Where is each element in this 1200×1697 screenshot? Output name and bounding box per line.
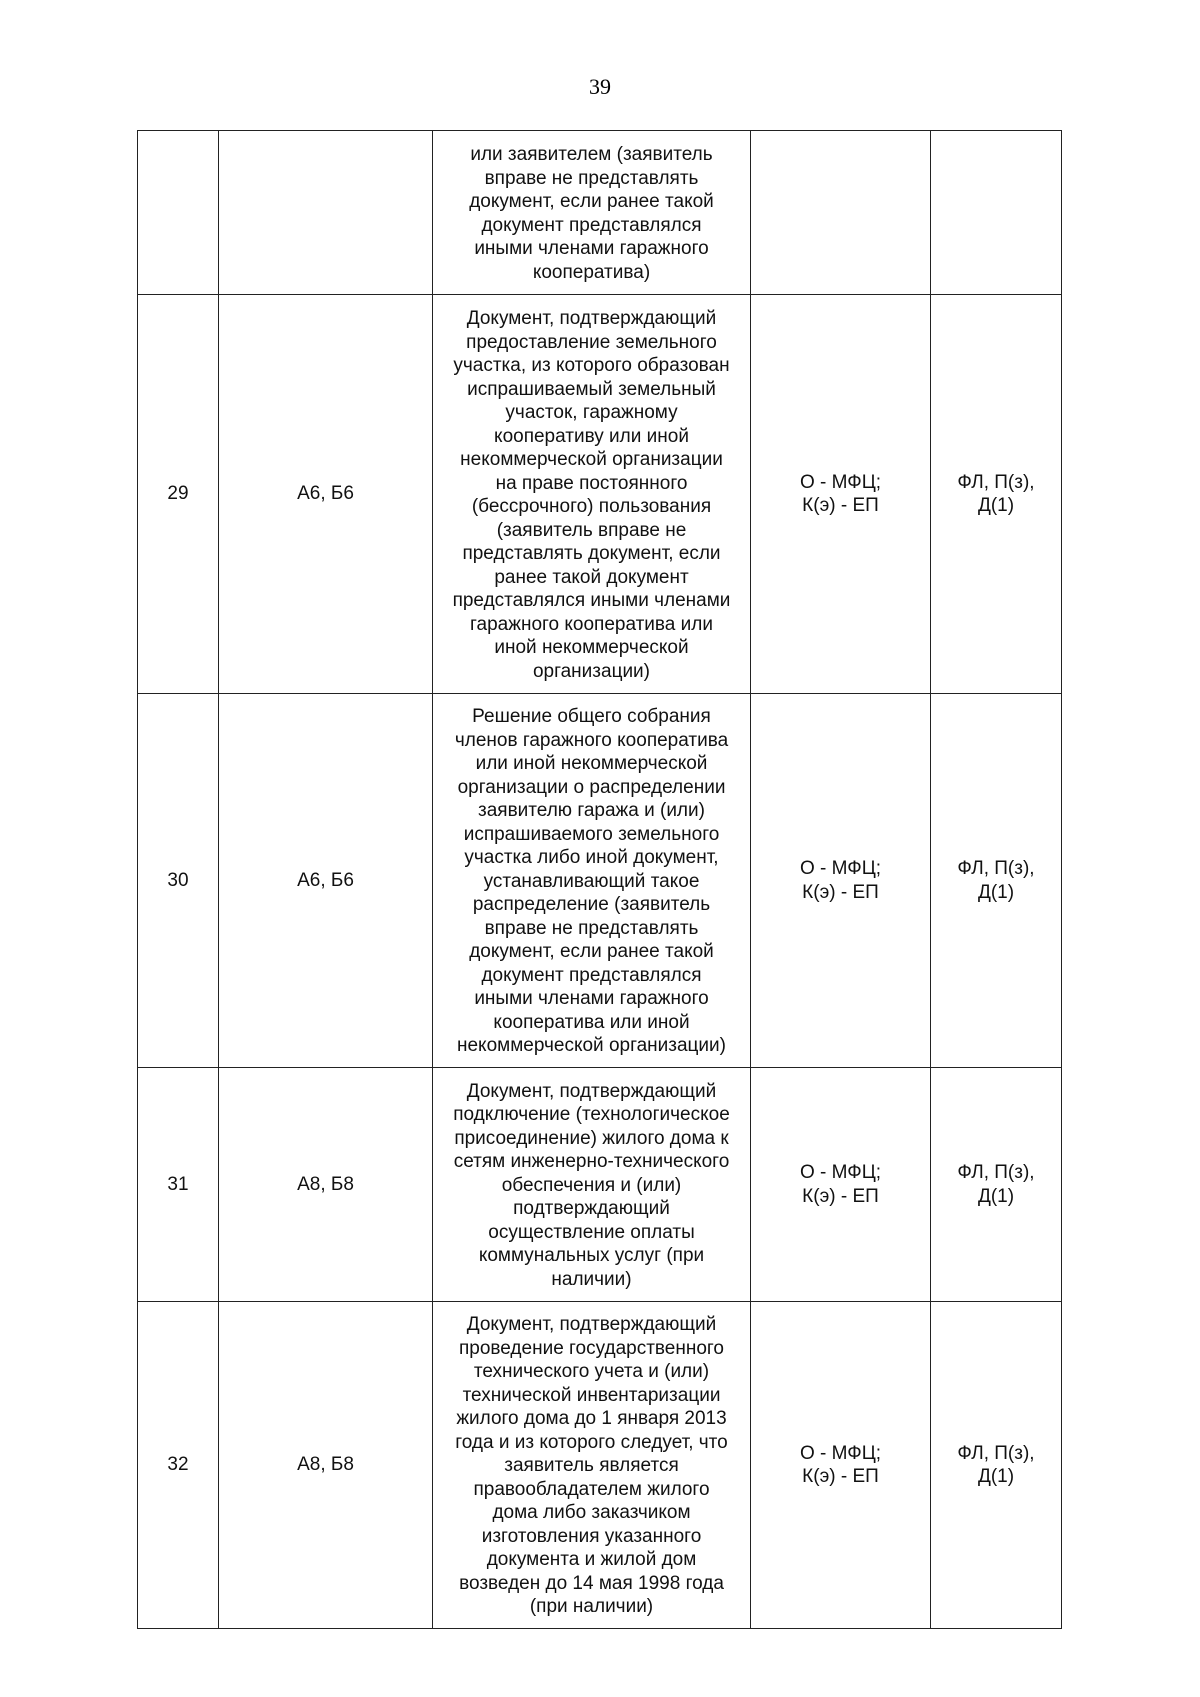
submission-method-cell: О - МФЦ; К(э) - ЕП [751, 1302, 931, 1629]
row-number-cell: 31 [138, 1068, 219, 1302]
document-description-cell: Документ, подтверждающий предоставление земельного участка, из которого образован испрашиваемый земельный участок, гаражному кооперативу или иной некоммерческой организации на праве постоянного (бессрочного) пользования (заявитель вправе не представлять документ, если ранее такой документ представлялся иными членами гаражного кооператива или иной некоммерческой организации) [433, 295, 751, 694]
document-description-cell: Документ, подтверждающий проведение государственного технического учета и (или) технической инвентаризации жилого дома до 1 января 2013 года и из которого следует, что заявитель является правообладателем жилого дома либо заказчиком изготовления указанного документа и жилой дом возведен до 14 мая 1998 года (при наличии) [433, 1302, 751, 1629]
table-row [138, 694, 1062, 1068]
applicant-category-cell: ФЛ, П(з), Д(1) [931, 694, 1062, 1068]
row-number-cell: 32 [138, 1302, 219, 1629]
submission-method-cell: О - МФЦ; К(э) - ЕП [751, 694, 931, 1068]
table-row [138, 131, 1062, 295]
document-description-cell: Документ, подтверждающий подключение (технологическое присоединение) жилого дома к сетям инженерно-технического обеспечения и (или) подтверждающий осуществление оплаты коммунальных услуг (при наличии) [433, 1068, 751, 1302]
applicant-category-cell [931, 131, 1062, 295]
submission-method-cell [751, 131, 931, 295]
submission-method-cell: О - МФЦ; К(э) - ЕП [751, 1068, 931, 1302]
document-description-cell: или заявителем (заявитель вправе не представлять документ, если ранее такой документ представлялся иными членами гаражного кооператива) [433, 131, 751, 295]
submission-method-cell: О - МФЦ; К(э) - ЕП [751, 295, 931, 694]
table-row [138, 1068, 1062, 1302]
code-cell: А8, Б8 [219, 1302, 433, 1629]
row-number-cell [138, 131, 219, 295]
row-number-cell: 30 [138, 694, 219, 1068]
code-cell: А6, Б6 [219, 295, 433, 694]
table-row [138, 295, 1062, 694]
code-cell [219, 131, 433, 295]
applicant-category-cell: ФЛ, П(з), Д(1) [931, 1068, 1062, 1302]
row-number-cell: 29 [138, 295, 219, 694]
documents-table [137, 130, 1062, 1629]
table-row [138, 1302, 1062, 1629]
page-number: 39 [589, 74, 611, 99]
applicant-category-cell: ФЛ, П(з), Д(1) [931, 1302, 1062, 1629]
code-cell: А6, Б6 [219, 694, 433, 1068]
applicant-category-cell: ФЛ, П(з), Д(1) [931, 295, 1062, 694]
documents-table-body [138, 131, 1062, 1629]
document-description-cell: Решение общего собрания членов гаражного кооператива или иной некоммерческой организации о распределении заявителю гаража и (или) испрашиваемого земельного участка либо иной документ, устанавливающий такое распределение (заявитель вправе не представлять документ, если ранее такой документ представлялся иными членами гаражного кооператива или иной некоммерческой организации) [433, 694, 751, 1068]
code-cell: А8, Б8 [219, 1068, 433, 1302]
